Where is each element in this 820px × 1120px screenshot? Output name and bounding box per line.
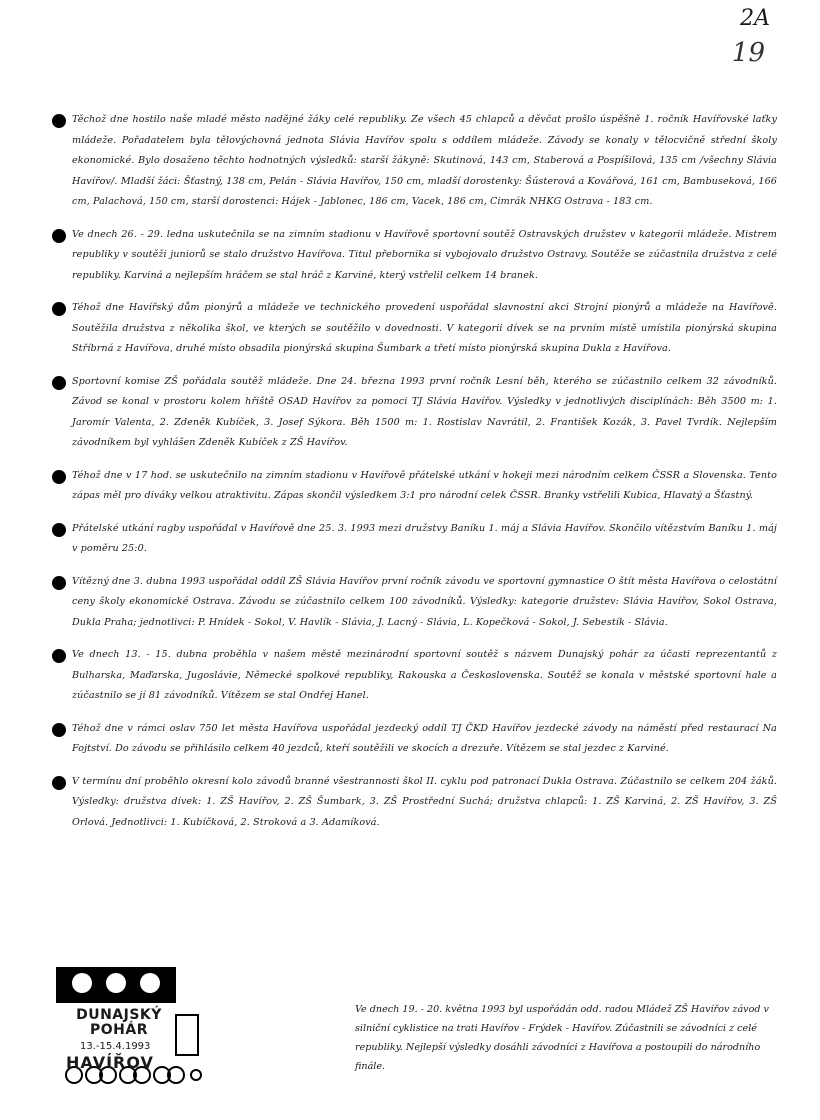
paragraph: Vítězný dne 3. dubna 1993 uspořádal oddíl ZŠ Slávia Havířov první ročník závodu ve sportovní gymnastice O štít města Havířova o celostátní ceny školy ekonomické Ostrava. Závodu se zúčastnilo celkem 100 závodníků. Výsledky: kategorie družstev: Slávia Havířov, Sokol Ostrava, Dukla Praha; jednotlivci: P. Hnídek - Sokol, V. Havlík - Slávia, J. Lacný - Slávia, L. Kopečková - Sokol, J. Sebestík - Slávia. xyxy=(52,572,777,634)
page-number: 2A xyxy=(740,6,770,31)
paragraph: Ve dnech 26. - 29. ledna uskutečnila se na zimním stadionu v Havířově sportovní soutěž Ostravských družstev v kategorii mládeže. Mistrem republiky v soutěži juniorů se stalo družstvo Havířova. Titul přebornika si vybojovalo družstvo Ostravy. Soutěže se zúčastnila družstva z celé republiky. Karviná a nejlepším hráčem se stal hráč z Karviné, který vstřelil celkem 14 branek. xyxy=(52,225,777,287)
bullet-dot xyxy=(52,470,66,484)
paragraph: V termínu dní proběhlo okresní kolo závodů branné všestrannosti škol II. cyklu pod patronací Dukla Ostrava. Zúčastnilo se celkem 204 žáků. Výsledky: družstva dívek: 1. ZŠ Havířov, 2. ZŠ Šumbark, 3. ZŠ Prostřední Suchá; družstva chlapců: 1. ZŠ Karviná, 2. ZŠ Havířov, 3. ZŠ Orlová. Jednotlivci: 1. Kubíčková, 2. Stroková a 3. Adamíková. xyxy=(52,772,777,834)
side-note: Ve dnech 19. - 20. května 1993 byl uspořádán odd. radou Mládež ZŠ Havířov závod v silniční cyklistice na trati Havířov - Frýdek - Havířov. Zúčastnili se závodníci z celé republiky. Nejlepší výsledky dosáhli závodníci z Havířova a postoupili do národního finále. xyxy=(355,1004,769,1072)
bullet-dot xyxy=(52,649,66,663)
bullet-dot xyxy=(52,114,66,128)
paragraph: Téhož dne v 17 hod. se uskutečnilo na zimním stadionu v Havířově přátelské utkání v hokeji mezi národním celkem ČSSR a Slovenska. Tento zápas měl pro diváky velkou atraktivitu. Zápas skončil výsledkem 3:1 pro národní celek ČSSR. Branky vstřelili Kubica, Hlavatý a Šťastný. xyxy=(52,466,777,507)
logo-dates: 13.-15.4.1993 xyxy=(80,1041,151,1052)
paragraph: Sportovní komise ZŠ pořádala soutěž mládeže. Dne 24. března 1993 první ročník Lesní běh, kterého se zúčastnilo celkem 32 závodníků. Závod se konal v prostoru kolem hřiště OSAD Havířov za pomoci TJ Slávia Havířov. Výsledky v jednotlivých disciplínách: Běh 3500 m: 1. Jaromír Valenta, 2. Zdeněk Kubíček, 3. Josef Sýkora. Běh 1500 m: 1. Rostislav Navrátil, 2. František Kozák, 3. Pavel Tvrdík. Nejlepším závodníkem byl vyhlášen Zdeněk Kubíček z ZŠ Havířov. xyxy=(52,372,777,454)
bullet-dot xyxy=(52,776,66,790)
bullet-dot xyxy=(52,723,66,737)
paragraph: Přátelské utkání ragby uspořádal v Havířově dne 25. 3. 1993 mezi družstvy Baníku 1. máj a Slávia Havířov. Skončilo vítězstvím Baníku 1. máj v poměru 25:0. xyxy=(52,519,777,560)
bullet-dot xyxy=(52,229,66,243)
logo-city: HAVÍŘOV xyxy=(66,1053,154,1072)
paragraph: Těchož dne hostilo naše mladé město nadějné žáky celé republiky. Ze všech 45 chlapců a děvčat prošlo úspěšně 1. ročník Havířovské laťky mládeže. Pořadatelem byla tělovýchovná jednota Slávia Havířov spolu s oddílem mládeže. Závody se konaly v tělocvičně střední školy ekonomické. Bylo dosaženo těchto hodnotných výsledků: starší žákyně: Skutinová, 143 cm, Staberová a Pospíšilová, 135 cm /všechny Slávia Havířov/. Mladší žáci: Šťastný, 138 cm, Pelán - Slávia Havířov, 150 cm, mladší dorostenky: Šústerová a Kovářová, 161 cm, Bambuseková, 166 cm, Palachová, 150 cm, starší dorostenci: Hájek - Jablonec, 186 cm, Vacek, 186 cm, Cimrák NHKG Ostrava - 183 cm. xyxy=(52,110,777,213)
bullet-dot xyxy=(52,376,66,390)
paragraph: Téhož dne Havířský dům pionýrů a mládeže ve technického provedení uspořádal slavnostní akci Strojní pionýrů a mládeže na Havířově. Soutěžila družstva z několika škol, ve kterých se soutěžilo v dovednosti. V kategorii dívek se na prvním místě umístila pionýrská skupina Stříbrná z Havířova, druhé místo obsadila pionýrská skupina Šumbark a třetí místo pionýrská skupina Dukla z Havířova. xyxy=(52,298,777,360)
chronicle-body xyxy=(52,110,777,845)
logo-title: DUNAJSKÝ POHÁR xyxy=(76,1007,162,1038)
paragraph: Téhož dne v rámci oslav 750 let města Havířova uspořádal jezdecký oddíl TJ ČKD Havířov jezdecké závody na náměstí před restaurací Na Fojtství. Do závodu se přihlásilo celkem 40 jezdců, kteří soutěžili ve skocích a drezuře. Vítězem se stal jezdec z Karviné. xyxy=(52,719,777,760)
bullet-dot xyxy=(52,523,66,537)
paragraph: Ve dnech 13. - 15. dubna proběhla v našem městě mezinárodní sportovní soutěž s názvem Dunajský pohár za účasti reprezentantů z Bulharska, Maďarska, Jugoslávie, Německé spolkové republiky, Rakouska a Československa. Soutěž se konala v městské sportovní hale a zúčastnilo se jí 81 závodníků. Vítězem se stal Ondřej Hanel. xyxy=(52,645,777,707)
folio-number: 19 xyxy=(731,38,765,68)
bullet-dot xyxy=(52,302,66,316)
dunajsky-pohar-logo xyxy=(52,963,202,1088)
bullet-dot xyxy=(52,576,66,590)
